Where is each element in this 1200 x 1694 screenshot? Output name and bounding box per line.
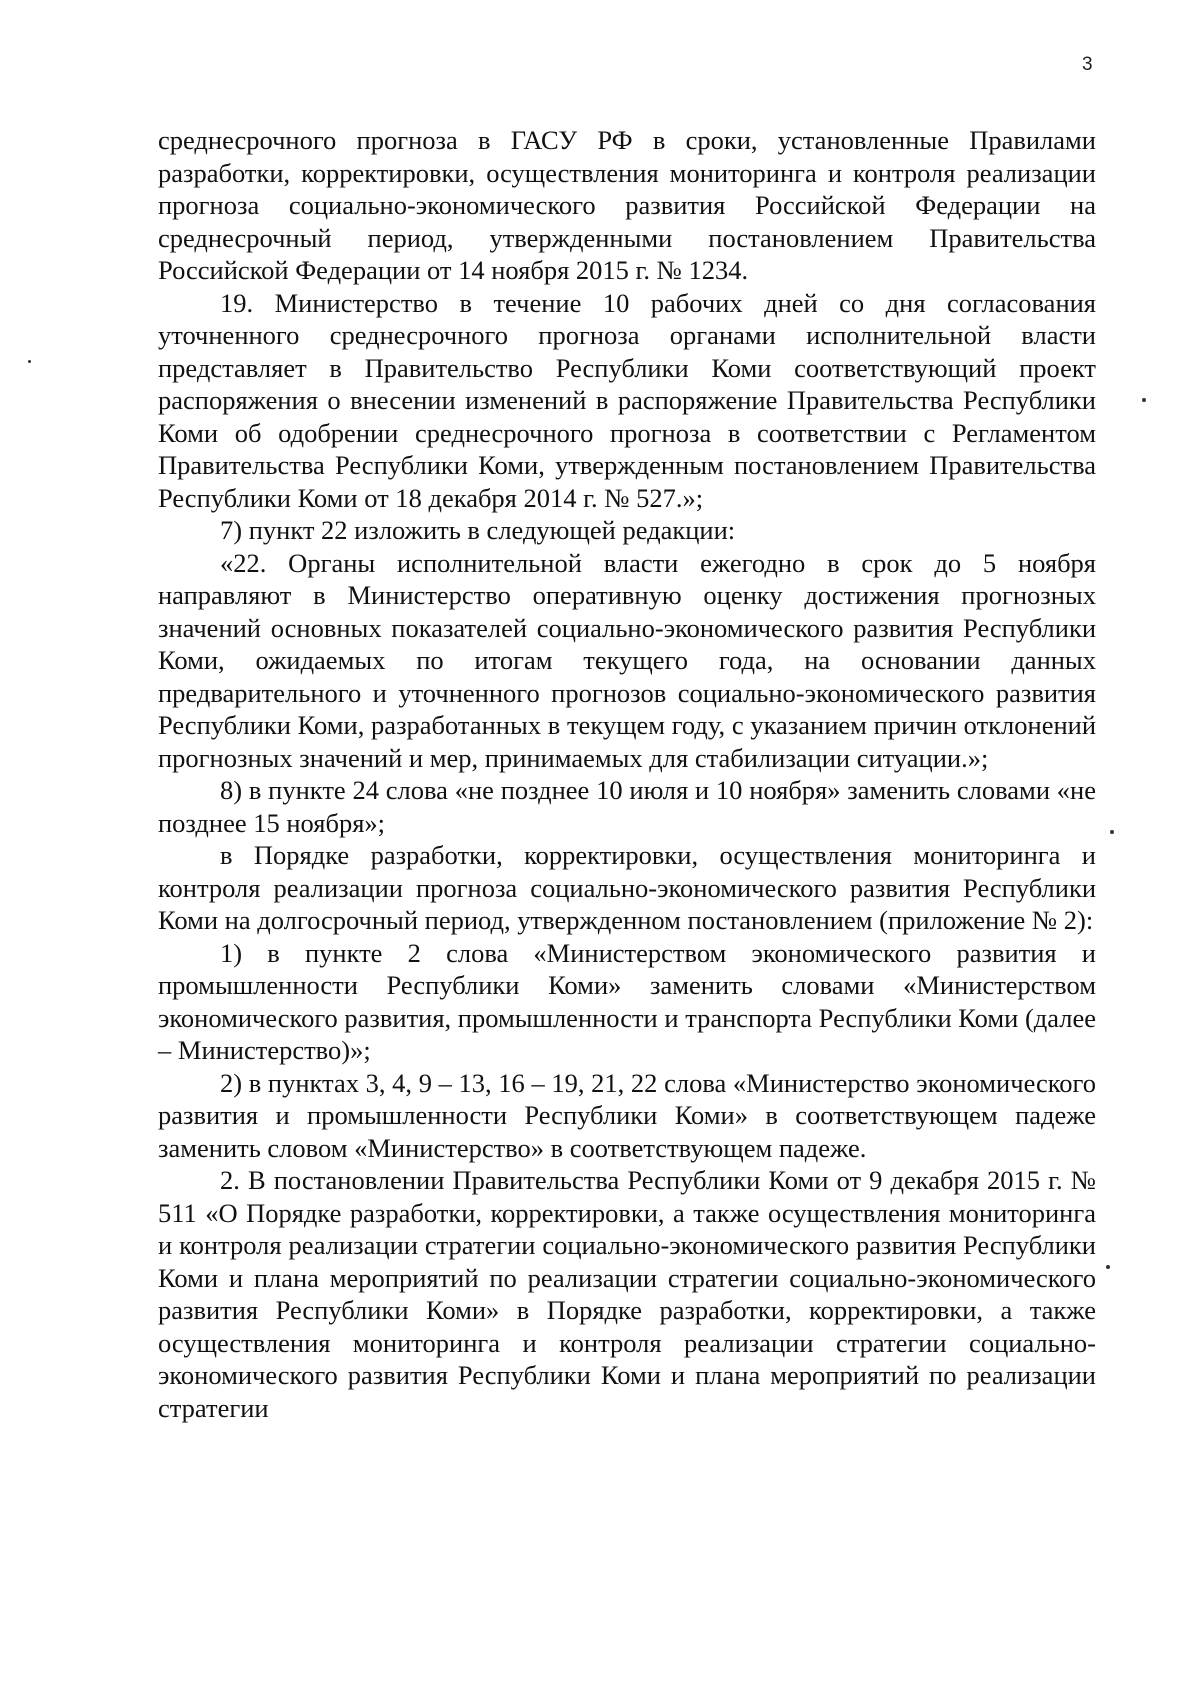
scan-speck	[1106, 1265, 1110, 1269]
paragraph-appendix-2-subitem-1: 1) в пункте 2 слова «Министерством экономического развития и промышленности Республики Коми» заменить словами «Министерством экономического развития, промышленности и транспорта Республики Коми (далее – Министерство)»;	[158, 937, 1096, 1065]
paragraph-subitem-8: 8) в пункте 24 слова «не позднее 10 июля и 10 ноября» заменить словами «не позднее 15 ноября»;	[158, 775, 1096, 838]
paragraph-subitem-7: 7) пункт 22 изложить в следующей редакции:	[220, 515, 736, 545]
paragraph-item-22: «22. Органы исполнительной власти ежегодно в срок до 5 ноября направляют в Министерство оперативную оценку достижения прогнозных значений основных показателей социально-экономического развития Республики Коми, ожидаемых по итогам текущего года, на основании данных предварительного и уточненного прогнозов социально-экономического развития Республики Коми, разработанных в текущем году, с указанием причин отклонений прогнозных значений и мер, принимаемых для стабилизации ситуации.»;	[158, 547, 1096, 773]
page-number: 3	[1082, 54, 1093, 75]
document-body	[158, 124, 1096, 1424]
scan-speck	[1142, 398, 1146, 402]
paragraph-appendix-2-subitem-2: 2) в пунктах 3, 4, 9 – 13, 16 – 19, 21, 22 слова «Министерство экономического развития и промышленности Республики Коми» в соответствующем падеже заменить словом «Министерство» в соответствующем падеже.	[158, 1067, 1096, 1163]
paragraph-item-19: 19. Министерство в течение 10 рабочих дней со дня согласования уточненного среднесрочного прогноза органами исполнительной власти представляет в Правительство Республики Коми соответствующий проект распоряжения о внесении изменений в распоряжение Правительства Республики Коми об одобрении среднесрочного прогноза в соответствии с Регламентом Правительства Республики Коми, утвержденным постановлением Правительства Республики Коми от 18 декабря 2014 г. № 527.»;	[158, 287, 1096, 513]
paragraph-continuation: среднесрочного прогноза в ГАСУ РФ в сроки, установленные Правилами разработки, корректировки, осуществления мониторинга и контроля реализации прогноза социально-экономического развития Российской Федерации на среднесрочный период, утвержденными постановлением Правительства Российской Федерации от 14 ноября 2015 г. № 1234.	[158, 125, 1096, 285]
paragraph-appendix-2-intro: в Порядке разработки, корректировки, осуществления мониторинга и контроля реализации прогноза социально-экономического развития Республики Коми на долгосрочный период, утвержденном постановлением (приложение № 2):	[158, 840, 1096, 935]
scan-speck	[1110, 830, 1114, 834]
scan-speck	[28, 360, 31, 363]
paragraph-section-2: 2. В постановлении Правительства Республики Коми от 9 декабря 2015 г. № 511 «О Порядке разработки, корректировки, а также осуществления мониторинга и контроля реализации стратегии социально-экономического развития Республики Коми и плана мероприятий по реализации стратегии социально-экономического развития Республики Коми» в Порядке разработки, корректировки, а также осуществления мониторинга и контроля реализации стратегии социально-экономического развития Республики Коми и плана мероприятий по реализации стратегии	[158, 1165, 1096, 1423]
